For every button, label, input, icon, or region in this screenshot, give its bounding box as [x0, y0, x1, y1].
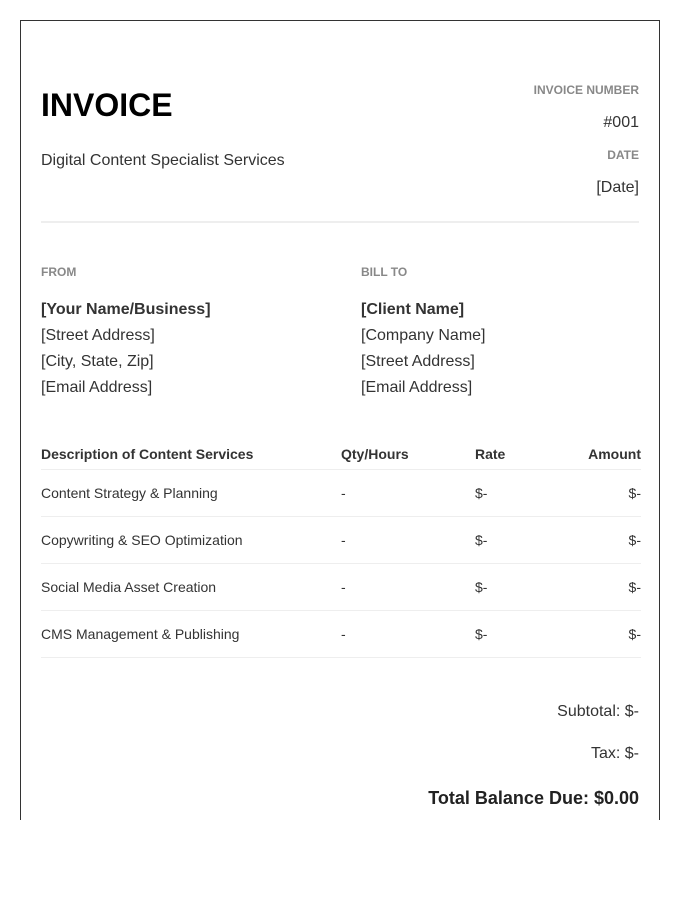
invoice-number-value: #001: [603, 114, 639, 131]
row-description: Social Media Asset Creation: [41, 564, 341, 611]
header-divider: [41, 221, 639, 223]
row-amount: $-: [565, 470, 641, 517]
row-qty: -: [341, 517, 475, 564]
total-balance-due: Total Balance Due: $0.00: [428, 788, 639, 808]
from-email: [Email Address]: [41, 379, 153, 396]
from-label: FROM: [41, 265, 77, 279]
table-row: [41, 470, 641, 517]
invoice-title: INVOICE: [41, 87, 173, 123]
tax: Tax: $-: [590, 745, 639, 762]
from-name: [Your Name/Business]: [41, 301, 211, 318]
invoice-subtitle: Digital Content Specialist Services: [41, 152, 285, 169]
row-rate: $-: [475, 470, 565, 517]
client-email: [Email Address]: [361, 379, 473, 396]
row-description: Copywriting & SEO Optimization: [41, 517, 341, 564]
row-amount: $-: [565, 564, 641, 611]
subtotal: Subtotal: $-: [557, 703, 639, 720]
table-row: [41, 564, 641, 611]
client-company: [Company Name]: [361, 327, 486, 344]
date-value: [Date]: [596, 179, 639, 196]
header-rate: Rate: [475, 439, 565, 470]
invoice-page: [20, 20, 660, 820]
row-qty: -: [341, 564, 475, 611]
table-row: [41, 517, 641, 564]
invoice-number-label: INVOICE NUMBER: [533, 83, 639, 97]
client-street: [Street Address]: [361, 353, 475, 370]
from-street: [Street Address]: [41, 327, 155, 344]
row-rate: $-: [475, 517, 565, 564]
client-name: [Client Name]: [361, 301, 465, 318]
table-row: [41, 611, 641, 658]
services-table: [41, 439, 641, 658]
header-qty: Qty/Hours: [341, 439, 475, 470]
row-rate: $-: [475, 564, 565, 611]
row-amount: $-: [565, 611, 641, 658]
row-qty: -: [341, 611, 475, 658]
from-city: [City, State, Zip]: [41, 353, 154, 370]
row-amount: $-: [565, 517, 641, 564]
invoice-content: [41, 21, 639, 820]
table-header-row: [41, 439, 641, 470]
header-amount: Amount: [565, 439, 641, 470]
bill-to-label: BILL TO: [361, 265, 408, 279]
date-label: DATE: [607, 148, 639, 162]
row-rate: $-: [475, 611, 565, 658]
header-description: Description of Content Services: [41, 439, 341, 470]
from-block: [41, 265, 321, 401]
row-description: Content Strategy & Planning: [41, 470, 341, 517]
row-description: CMS Management & Publishing: [41, 611, 341, 658]
bill-to-block: [361, 265, 641, 401]
row-qty: -: [341, 470, 475, 517]
